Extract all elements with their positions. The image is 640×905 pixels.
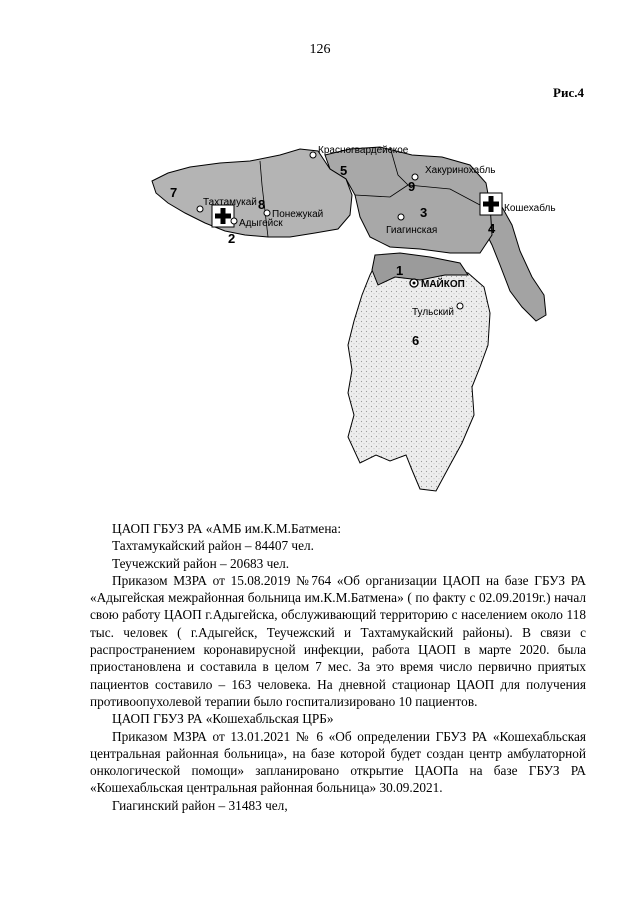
place-label: Тульский [412,307,454,318]
page-number: 126 [309,42,331,57]
settlement-dot [310,152,316,158]
paragraph: Тахтамукайский район – 84407 чел. [112,538,314,554]
settlement-dot [457,303,463,309]
paragraph: ЦАОП ГБУЗ РА «АМБ им.К.М.Батмена: [112,521,342,536]
paragraph: Гиагинский район – 31483 чел, [112,797,288,813]
place-label: Адыгейск [239,218,283,229]
paragraph: ЦАОП ГБУЗ РА «Кошехабльская ЦРБ» [112,711,334,727]
place-label: Тахтамукай [203,197,257,208]
district-number: 9 [408,179,416,194]
place-label: Понежукай [272,209,324,220]
adygea-map [150,125,570,510]
district-number: 2 [228,231,236,246]
district-number: 6 [412,333,420,348]
district-number: 1 [396,263,404,278]
hospital-marker-koshekhabl [480,193,502,215]
paragraph: Приказом МЗРА от 15.08.2019 №764 «Об организации ЦАОП на базе ГБУЗ РА «Адыгейская межрайонная больница им.К.М.Батмена» ( по факту с 02.09.2019г.) начал свою работу ЦАОП г.Адыгейска, обслуживающий территорию с населением около 118 тыс. человек ( г.Адыгейск, Теучежский и Тахтамукайский районы). В связи с распространением коронавирусной инфекции, работа ЦАОП в марте 2020. была приостановлена и составила в целом 7 мес. За это время число первично приятых пациентов составило – 163 человека. На дневной стационар ЦАОП для получения противоопухолевой терапии было госпитализировано 10 пациентов. [90,572,586,709]
district-number: 4 [488,221,496,236]
settlement-dot [398,214,404,220]
district-number: 7 [170,185,178,200]
place-label: Красногвардейское [318,145,409,156]
body-text [90,520,586,814]
paragraph: Приказом МЗРА от 13.01.2021 № 6 «Об определении ГБУЗ РА «Кошехабльская центральная районная больница», на базе которой будет создан центр амбулаторной онкологической помощи» запланировано открытие ЦАОПа на базе ГБУЗ РА «Кошехабльская центральная районная больница» 30.09.2021. [90,728,586,796]
place-label: МАЙКОП [421,279,465,290]
place-label: Кошехабль [504,203,556,214]
hospital-marker-adygeysk [212,205,234,227]
district-6-area [348,263,490,491]
capital-marker-center [413,282,416,285]
place-label: Хакуринохабль [425,165,496,176]
district-number: 5 [340,163,348,178]
figure-label: Рис.4 [553,85,584,100]
settlement-dot [231,218,237,224]
paragraph: Теучежский район – 20683 чел. [112,555,290,571]
district-number: 8 [258,197,266,212]
place-label: Гиагинская [386,225,438,236]
district-number: 3 [420,205,428,220]
